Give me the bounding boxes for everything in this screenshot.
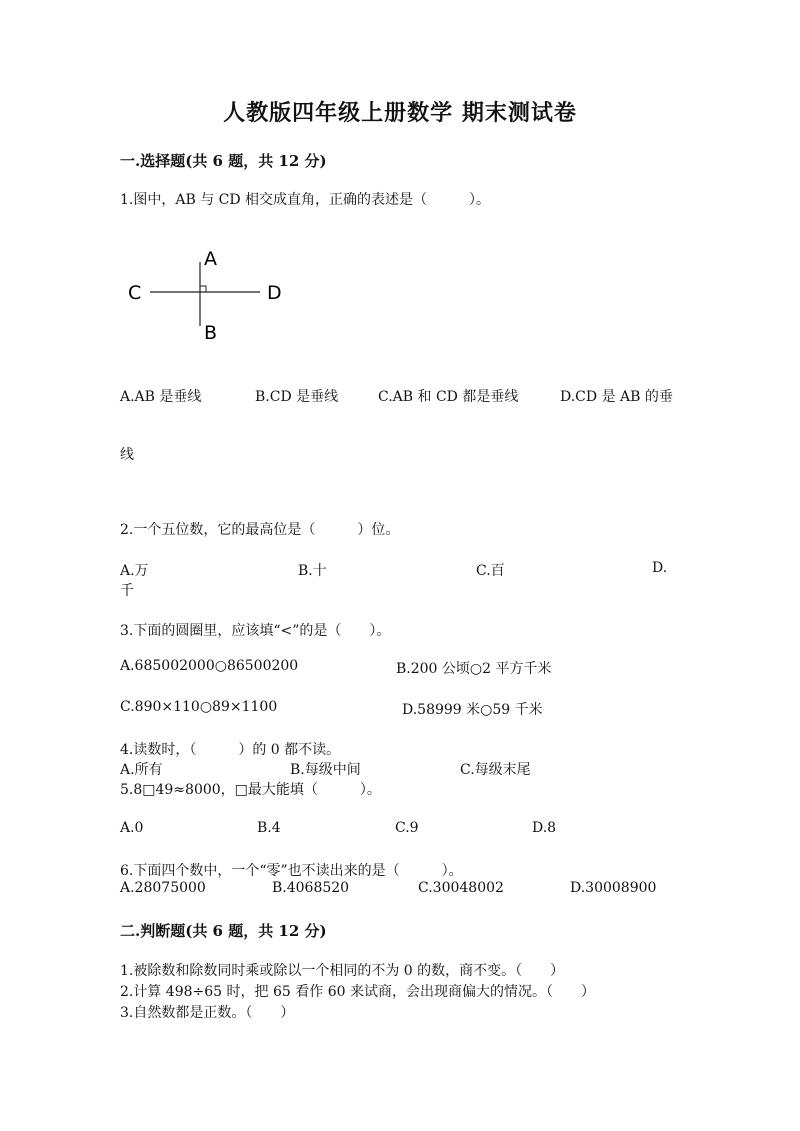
q3-option-d: D.58999 米○59 千米 <box>402 702 543 718</box>
page-title: 人教版四年级上册数学 期末测试卷 <box>223 100 577 126</box>
q5-option-d: D.8 <box>532 820 557 836</box>
q1-option-d-wrap: 线 <box>120 447 134 463</box>
question-3-stem: 3.下面的圆圈里，应该填“<”的是（ ）。 <box>120 623 391 639</box>
q4-option-a: A.所有 <box>120 762 163 778</box>
q5-option-b: B.4 <box>257 820 281 836</box>
label-b: B <box>204 322 218 344</box>
q2-option-d-wrap: 千 <box>120 583 134 599</box>
judgement-question-2: 2.计算 498÷65 时，把 65 看作 60 来试商，会出现商偏大的情况。（ ） <box>120 984 595 1000</box>
q6-option-d: D.30008900 <box>570 880 657 896</box>
question-6-stem: 6.下面四个数中，一个“零”也不读出来的是（ ）。 <box>120 863 463 879</box>
q4-option-c: C.每级末尾 <box>460 762 531 778</box>
question-1-stem: 1.图中，AB 与 CD 相交成直角，正确的表述是（ ）。 <box>120 192 491 208</box>
question-5-stem: 5.8□49≈8000，□最大能填（ ）。 <box>120 782 381 798</box>
q1-option-d: D.CD 是 AB 的垂 <box>560 389 673 405</box>
label-a: A <box>204 248 217 270</box>
section-heading-choice: 一.选择题(共 6 题，共 12 分) <box>120 152 327 170</box>
q6-option-b: B.4068520 <box>272 880 350 896</box>
question-4-stem: 4.读数时，（ ）的 0 都不读。 <box>120 742 341 758</box>
right-angle-mark <box>200 286 206 292</box>
q1-option-a: A.AB 是垂线 <box>120 389 202 405</box>
judgement-question-3: 3.自然数都是正数。（ ） <box>120 1005 295 1021</box>
q3-option-a: A.685002000○86500200 <box>120 658 299 674</box>
q6-option-a: A.28075000 <box>120 880 206 896</box>
label-d: D <box>267 282 282 304</box>
q2-option-d: D. <box>652 560 668 576</box>
q1-option-c: C.AB 和 CD 都是垂线 <box>378 389 519 405</box>
section-heading-judgement: 二.判断题(共 6 题，共 12 分) <box>120 922 327 940</box>
perpendicular-lines-figure <box>120 240 300 345</box>
q2-option-a: A.万 <box>120 563 149 579</box>
q3-option-c: C.890×110○89×1100 <box>120 699 278 715</box>
q6-option-c: C.30048002 <box>418 880 504 896</box>
judgement-question-1: 1.被除数和除数同时乘或除以一个相同的不为 0 的数，商不变。（ ） <box>120 963 565 979</box>
q1-option-b: B.CD 是垂线 <box>255 389 339 405</box>
q2-option-c: C.百 <box>476 563 505 579</box>
q5-option-a: A.0 <box>120 820 144 836</box>
q2-option-b: B.十 <box>298 563 327 579</box>
q5-option-c: C.9 <box>395 820 419 836</box>
q3-option-b: B.200 公顷○2 平方千米 <box>396 661 552 677</box>
q4-option-b: B.每级中间 <box>290 762 361 778</box>
label-c: C <box>128 282 142 304</box>
question-2-stem: 2.一个五位数，它的最高位是（ ）位。 <box>120 522 400 538</box>
